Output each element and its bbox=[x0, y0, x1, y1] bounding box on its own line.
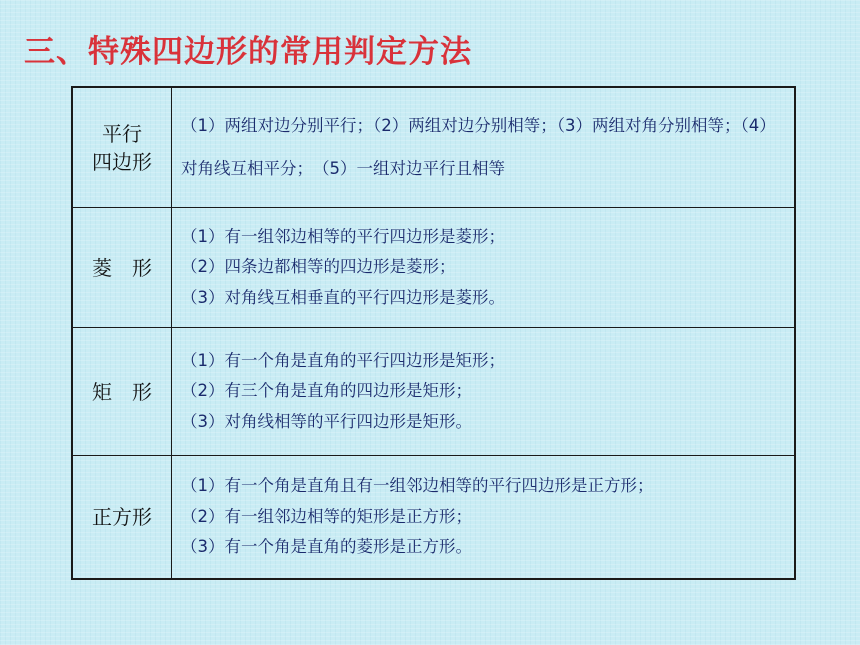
criteria-cell-rhombus bbox=[172, 208, 794, 328]
criteria-paragraph: （1）两组对边分别平行；（2）两组对边分别相等；（3）两组对角分别相等；（4）对角线互相平分； （5）一组对边平行且相等 bbox=[181, 116, 776, 178]
criteria-item: （3）对角线互相垂直的平行四边形是菱形。 bbox=[181, 287, 505, 307]
criteria-item: （1）有一个角是直角且有一组邻边相等的平行四边形是正方形； bbox=[181, 476, 654, 496]
criteria-item: （1）有一个角是直角的平行四边形是矩形； bbox=[181, 350, 505, 370]
criteria-item: （2）四条边都相等的四边形是菱形； bbox=[181, 257, 456, 277]
criteria-item: （1）有一组邻边相等的平行四边形是菱形； bbox=[181, 226, 505, 246]
criteria-item: （2）有三个角是直角的四边形是矩形； bbox=[181, 381, 472, 401]
shape-name-square bbox=[73, 456, 172, 578]
shape-name-label: 正方形 bbox=[92, 505, 152, 529]
shape-name-label: 矩 形 bbox=[92, 379, 152, 404]
criteria-cell-rectangle bbox=[172, 328, 794, 456]
criteria-cell-parallelogram bbox=[172, 88, 794, 208]
criteria-cell-square bbox=[172, 456, 794, 578]
shape-name-rhombus bbox=[73, 208, 172, 328]
slide-title: 三、特殊四边形的常用判定方法 bbox=[24, 34, 472, 70]
criteria-item: （2）有一组邻边相等的矩形是正方形； bbox=[181, 506, 472, 526]
shape-name-parallelogram bbox=[73, 88, 172, 208]
criteria-table bbox=[71, 86, 796, 580]
shape-name-label: 平行 四边形 bbox=[92, 121, 152, 174]
criteria-item: （3）有一个角是直角的菱形是正方形。 bbox=[181, 537, 472, 557]
shape-name-rectangle bbox=[73, 328, 172, 456]
shape-name-label: 菱 形 bbox=[92, 255, 152, 280]
criteria-item: （3）对角线相等的平行四边形是矩形。 bbox=[181, 411, 472, 431]
